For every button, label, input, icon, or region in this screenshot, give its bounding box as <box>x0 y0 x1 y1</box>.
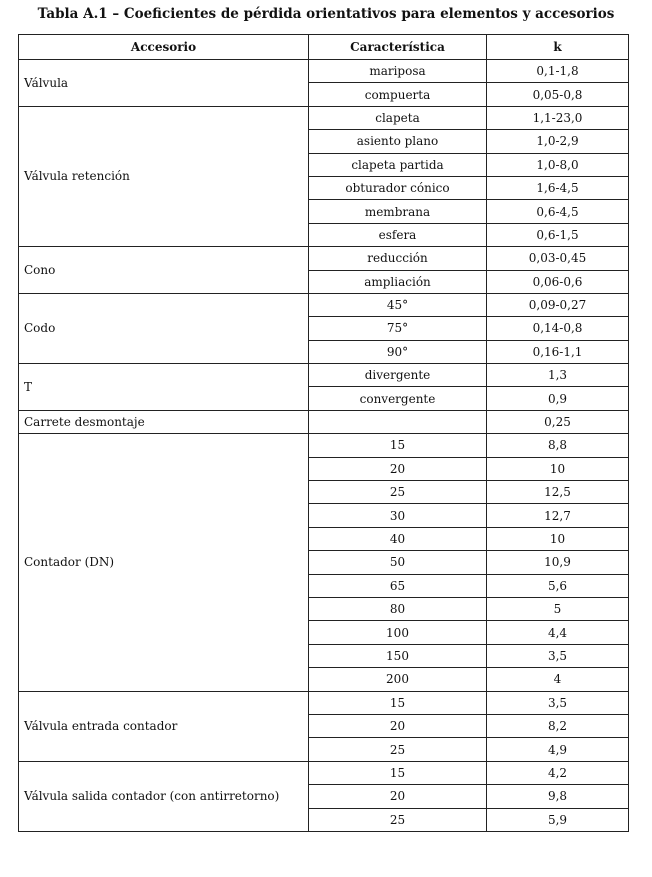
accesorio-cell: Cono <box>19 247 309 294</box>
caracteristica-cell: 150 <box>309 644 487 667</box>
table-row <box>19 364 629 387</box>
caracteristica-cell: 15 <box>309 761 487 784</box>
caracteristica-cell: 40 <box>309 527 487 550</box>
table-row <box>19 60 629 83</box>
caracteristica-cell: 30 <box>309 504 487 527</box>
caracteristica-cell: 65 <box>309 574 487 597</box>
k-value-cell: 4,4 <box>487 621 629 644</box>
caracteristica-cell: 20 <box>309 714 487 737</box>
k-value-cell: 0,25 <box>487 410 629 433</box>
accesorio-cell: Válvula <box>19 60 309 107</box>
k-value-cell: 9,8 <box>487 785 629 808</box>
k-value-cell: 0,06-0,6 <box>487 270 629 293</box>
header-k: k <box>487 35 629 60</box>
header-caracteristica: Característica <box>309 35 487 60</box>
k-value-cell: 12,5 <box>487 481 629 504</box>
k-value-cell: 1,6-4,5 <box>487 176 629 199</box>
table-row <box>19 761 629 784</box>
caracteristica-cell: 200 <box>309 668 487 691</box>
caracteristica-cell: asiento plano <box>309 130 487 153</box>
caracteristica-cell: 25 <box>309 808 487 831</box>
k-value-cell: 0,6-4,5 <box>487 200 629 223</box>
k-value-cell: 10 <box>487 457 629 480</box>
caracteristica-cell: 90° <box>309 340 487 363</box>
caracteristica-cell: compuerta <box>309 83 487 106</box>
k-value-cell: 5,6 <box>487 574 629 597</box>
caracteristica-cell: 75° <box>309 317 487 340</box>
k-value-cell: 12,7 <box>487 504 629 527</box>
k-value-cell: 0,16-1,1 <box>487 340 629 363</box>
caracteristica-cell: membrana <box>309 200 487 223</box>
caracteristica-cell: 15 <box>309 434 487 457</box>
table-header-row <box>19 35 629 60</box>
k-value-cell: 10 <box>487 527 629 550</box>
caracteristica-cell: reducción <box>309 247 487 270</box>
accesorio-cell: Válvula salida contador (con antirretorno) <box>19 761 309 831</box>
k-value-cell: 0,03-0,45 <box>487 247 629 270</box>
table-row <box>19 247 629 270</box>
caracteristica-cell: 80 <box>309 597 487 620</box>
k-value-cell: 3,5 <box>487 691 629 714</box>
caracteristica-cell: clapeta <box>309 106 487 129</box>
table-title: Tabla A.1 – Coeficientes de pérdida orientativos para elementos y accesorios <box>37 6 615 22</box>
k-value-cell: 0,6-1,5 <box>487 223 629 246</box>
accesorio-cell: Válvula retención <box>19 106 309 246</box>
k-value-cell: 1,0-8,0 <box>487 153 629 176</box>
k-value-cell: 0,14-0,8 <box>487 317 629 340</box>
caracteristica-cell: esfera <box>309 223 487 246</box>
loss-coefficients-table <box>18 34 629 832</box>
accesorio-cell: Codo <box>19 293 309 363</box>
caracteristica-cell: 25 <box>309 481 487 504</box>
k-value-cell: 0,1-1,8 <box>487 60 629 83</box>
caracteristica-cell: mariposa <box>309 60 487 83</box>
table-row <box>19 410 629 433</box>
table-row <box>19 434 629 457</box>
caracteristica-cell: obturador cónico <box>309 176 487 199</box>
caracteristica-cell: 15 <box>309 691 487 714</box>
k-value-cell: 1,3 <box>487 364 629 387</box>
k-value-cell: 8,8 <box>487 434 629 457</box>
caracteristica-cell: ampliación <box>309 270 487 293</box>
k-value-cell: 10,9 <box>487 551 629 574</box>
caracteristica-cell: 20 <box>309 785 487 808</box>
caracteristica-cell: divergente <box>309 364 487 387</box>
table-row <box>19 106 629 129</box>
caracteristica-cell: 45° <box>309 293 487 316</box>
table-body <box>19 60 629 832</box>
caracteristica-cell: 20 <box>309 457 487 480</box>
k-value-cell: 4 <box>487 668 629 691</box>
table-row <box>19 293 629 316</box>
k-value-cell: 4,9 <box>487 738 629 761</box>
caracteristica-cell: convergente <box>309 387 487 410</box>
caracteristica-cell: clapeta partida <box>309 153 487 176</box>
k-value-cell: 0,05-0,8 <box>487 83 629 106</box>
accesorio-cell: Contador (DN) <box>19 434 309 691</box>
k-value-cell: 1,0-2,9 <box>487 130 629 153</box>
caracteristica-cell: 50 <box>309 551 487 574</box>
k-value-cell: 5,9 <box>487 808 629 831</box>
header-accesorio: Accesorio <box>19 35 309 60</box>
k-value-cell: 0,09-0,27 <box>487 293 629 316</box>
k-value-cell: 4,2 <box>487 761 629 784</box>
caracteristica-cell <box>309 410 487 433</box>
accesorio-cell: Carrete desmontaje <box>19 410 309 433</box>
accesorio-cell: T <box>19 364 309 411</box>
k-value-cell: 0,9 <box>487 387 629 410</box>
k-value-cell: 8,2 <box>487 714 629 737</box>
table-row <box>19 691 629 714</box>
k-value-cell: 3,5 <box>487 644 629 667</box>
caracteristica-cell: 100 <box>309 621 487 644</box>
k-value-cell: 1,1-23,0 <box>487 106 629 129</box>
k-value-cell: 5 <box>487 597 629 620</box>
caracteristica-cell: 25 <box>309 738 487 761</box>
accesorio-cell: Válvula entrada contador <box>19 691 309 761</box>
